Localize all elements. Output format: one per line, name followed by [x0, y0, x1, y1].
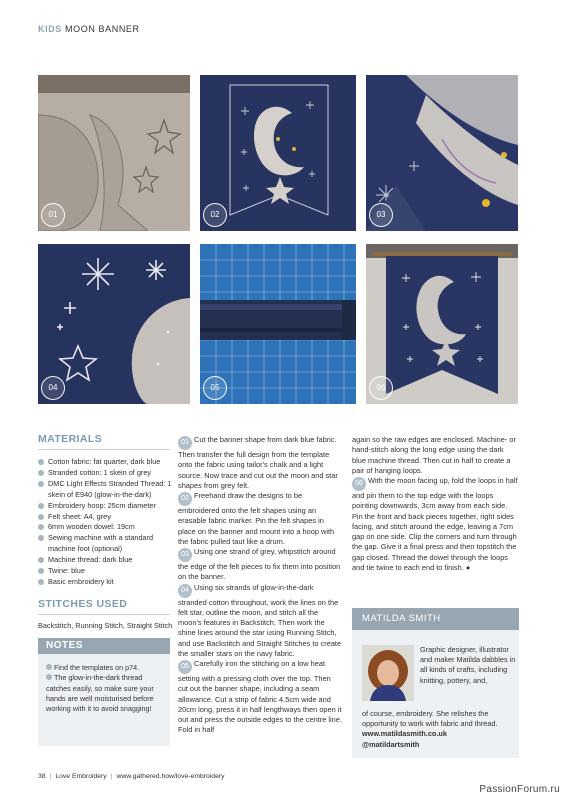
stitches-text: Backstitch, Running Stitch, Straight Stitch — [38, 621, 173, 630]
materials-item: Embroidery hoop: 25cm diameter — [38, 501, 178, 512]
step-badge: 01 — [41, 203, 65, 227]
designer-bio-text: Graphic designer, illustrator and maker Matilda dabbles in all kinds of crafts, including knitting, pottery, and, — [420, 645, 516, 685]
stitches-divider — [38, 614, 170, 615]
bullet-icon — [46, 664, 52, 670]
materials-item: 6mm wooden dowel: 19cm — [38, 522, 178, 533]
step-badge: 03 — [369, 203, 393, 227]
bullet-icon — [38, 470, 44, 476]
materials-divider — [38, 449, 170, 450]
step-01: 01 Cut the banner shape from dark blue fabric. Then transfer the full design from the template onto the fabric using tailor's chalk and a light source. Now trace and cut out the moon and star shapes from grey felt. — [178, 435, 338, 490]
step-number: 03 — [178, 548, 192, 562]
step-02: 02 Freehand draw the designs to be embroidered onto the felt shapes using an erasable fabric marker. Pin the felt shapes in place on the banner and mount into a hoop with the fabric pulled taut like a drum. — [178, 491, 335, 546]
step-photo-02 — [200, 75, 356, 231]
watermark: PassionForum.ru — [479, 784, 560, 795]
instructions-column-1 — [178, 435, 342, 736]
step-number: 02 — [178, 492, 192, 506]
materials-item: Cotton fabric: fat quarter, dark blue — [38, 457, 178, 468]
step-04: 04 Using six strands of glow-in-the-dark stranded cotton throughout, work the lines on the felt star, outline the moon, and stitch all the moon's features in Backstitch. Then work the shine lines around the star using Running Stitch, and use Backstitch and Straight Stitches to create the smaller stars on the navy fabric. — [178, 582, 342, 658]
page-footer: 38 | Love Embroidery | www.gathered.how/love-embroidery — [38, 773, 225, 780]
step-05-continued: again so the raw edges are enclosed. Machine- or hand-stitch along the long edge using the dark blue machine thread. Then cut in half to create a pair of hanging loops. — [352, 435, 516, 475]
notes-body — [46, 663, 166, 714]
bullet-icon — [46, 674, 52, 680]
designer-portrait — [362, 645, 414, 701]
bullet-icon — [38, 514, 44, 520]
step-number: 06 — [352, 477, 366, 491]
magazine-name: Love Embroidery — [55, 773, 107, 780]
step-badge: 04 — [41, 376, 65, 400]
step-badge: 05 — [203, 376, 227, 400]
notes-text-2: The glow-in-the-dark thread catches easily, so make sure your hands are well moisturised before working with it to avoid snagging! — [46, 673, 154, 714]
step-05: 05 Carefully iron the stitching on a low heat setting with a pressing cloth over the top. Then cut out the banner shape, including a seam allowance. Cut a strip of fabric 4.5cm wide and 20cm long, press it in half lengthways then open it out and press the outside edges to the centre line. Fold in half — [178, 659, 342, 735]
step-badge: 06 — [369, 376, 393, 400]
bullet-icon — [38, 557, 44, 563]
page-number: 38 — [38, 773, 46, 780]
notes-text-1: Find the templates on p74. — [54, 663, 140, 672]
bullet-icon — [38, 568, 44, 574]
step-06: 06 With the moon facing up, fold the loops in half and pin them to the top edge with the loops pointing downwards, 3cm away from each side. Pin the front and back pieces together, right sides facing, and stitch around the edge, leaving a 7cm gap on one side. Clip the corners and turn through the gap. Give it a final press and then topstitch the gap closed. Thread the dowel through the loops and tie twine to each end to finish. ● — [352, 476, 518, 572]
step-photo-05 — [200, 244, 356, 404]
bullet-icon — [38, 481, 44, 487]
step-number: 05 — [178, 660, 192, 674]
materials-item: Twine: blue — [38, 566, 178, 577]
bullet-icon — [38, 459, 44, 465]
step-number: 04 — [178, 584, 192, 598]
step-photo-04 — [38, 244, 190, 404]
notes-box — [38, 638, 170, 746]
materials-item: Felt sheet: A4, grey — [38, 512, 178, 523]
step-photo-03 — [366, 75, 518, 231]
bullet-icon — [38, 579, 44, 585]
stitches-title: STITCHES USED — [38, 598, 128, 610]
bullet-icon — [38, 535, 44, 541]
materials-item: Sewing machine with a standard machine foot (optional) — [38, 533, 178, 555]
designer-bio-box — [352, 608, 519, 758]
designer-name: MATILDA SMITH — [352, 608, 519, 630]
page-title: MOON BANNER — [65, 24, 140, 34]
instructions-column-2 — [352, 435, 519, 573]
designer-website-link[interactable]: www.matildasmith.co.uk — [362, 729, 447, 739]
page-header — [38, 24, 140, 34]
materials-list — [38, 457, 178, 588]
materials-item: Stranded cotton: 1 skein of grey — [38, 468, 178, 479]
notes-title: NOTES — [38, 638, 170, 654]
step-photo-01 — [38, 75, 190, 231]
magazine-url[interactable]: www.gathered.how/love-embroidery — [116, 773, 225, 780]
step-photo-06 — [366, 244, 518, 404]
designer-bio-continued: of course, embroidery. She relishes the opportunity to work with fabric and thread. www.matildasmith.co.uk @matildartsmith — [362, 709, 498, 749]
bullet-icon — [38, 503, 44, 509]
step-badge: 02 — [203, 203, 227, 227]
materials-title: MATERIALS — [38, 433, 103, 445]
step-03: 03 Using one strand of grey, whipstitch around the edge of the felt pieces to fix them into position on the banner. — [178, 547, 341, 582]
section-label: KIDS — [38, 24, 62, 34]
materials-item: Machine thread: dark blue — [38, 555, 178, 566]
materials-item: Basic embroidery kit — [38, 577, 178, 588]
materials-item: DMC Light Effects Stranded Thread: 1 skein of E940 (glow-in-the-dark) — [38, 479, 178, 501]
step-number: 01 — [178, 436, 192, 450]
bullet-icon — [38, 524, 44, 530]
end-mark-icon: ● — [465, 562, 471, 572]
designer-social-handle[interactable]: @matildartsmith — [362, 739, 420, 749]
